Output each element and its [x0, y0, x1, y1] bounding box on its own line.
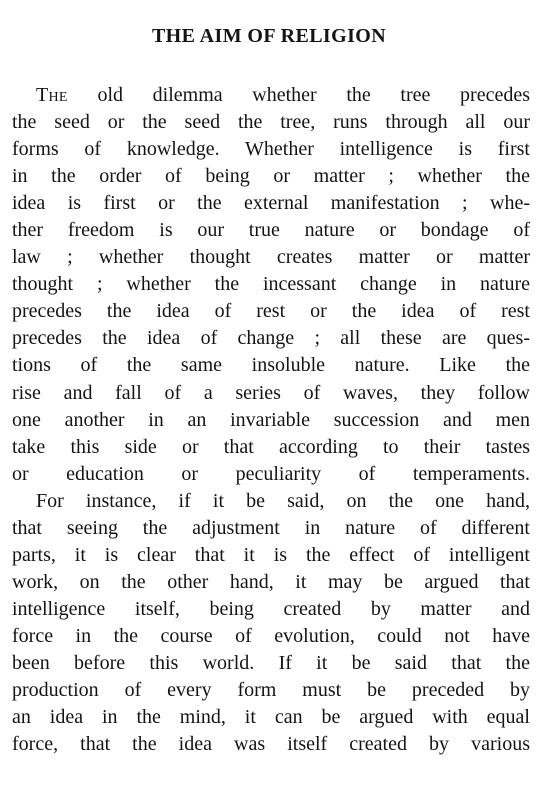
paragraph-1-line: forms of knowledge. Whether intelligence is first — [12, 138, 530, 161]
paragraph-1-line: thought ; whether the incessant change in nature — [12, 273, 530, 296]
paragraph-1-line: law ; whether thought creates matter or matter — [12, 246, 530, 269]
paragraph-2-line: parts, it is clear that it is the effect of intelligent — [12, 543, 530, 566]
paragraph-2-line: intelligence itself, being created by matter and — [12, 597, 530, 620]
paragraph-2-line: For instance, if it be said, on the one hand, — [36, 489, 530, 512]
paragraph-1-line: precedes the idea of change ; all these are ques- — [12, 327, 530, 350]
paragraph-1-line-1 — [12, 82, 530, 109]
paragraph-2-line: force, that the idea was itself created by various — [12, 733, 530, 756]
paragraph-2-line: production of every form must be preceded by — [12, 679, 530, 702]
paragraph-2-line: work, on the other hand, it may be argued that — [12, 570, 530, 593]
body-text — [12, 82, 530, 758]
paragraph-2-line: force in the course of evolution, could not have — [12, 624, 530, 647]
paragraph-1-line: or education or peculiarity of temperaments. — [12, 462, 530, 485]
paragraph-2-line: an idea in the mind, it can be argued with equal — [12, 706, 530, 729]
paragraph-1-line: the seed or the seed the tree, runs through all our — [12, 111, 530, 134]
paragraph-1-line: ther freedom is our true nature or bondage of — [12, 219, 530, 242]
paragraph-1-line: precedes the idea of rest or the idea of rest — [12, 300, 530, 323]
paragraph-1-line: take this side or that according to their tastes — [12, 435, 530, 458]
paragraph-1-line: in the order of being or matter ; whether the — [12, 165, 530, 188]
opening-word: The — [36, 84, 68, 106]
paragraph-2-line: that seeing the adjustment in nature of different — [12, 516, 530, 539]
paragraph-1-line: tions of the same insoluble nature. Like the — [12, 354, 530, 377]
paragraph-1-line: rise and fall of a series of waves, they follow — [12, 381, 530, 404]
paragraph-2-line: been before this world. If it be said that the — [12, 651, 530, 674]
paragraph-1-line: idea is first or the external manifestation ; whe- — [12, 192, 530, 215]
paragraph-1-line: one another in an invariable succession and men — [12, 408, 530, 431]
paragraph-1-line-1-rest: old dilemma whether the tree precedes — [97, 84, 530, 106]
chapter-title: THE AIM OF RELIGION — [151, 25, 387, 47]
